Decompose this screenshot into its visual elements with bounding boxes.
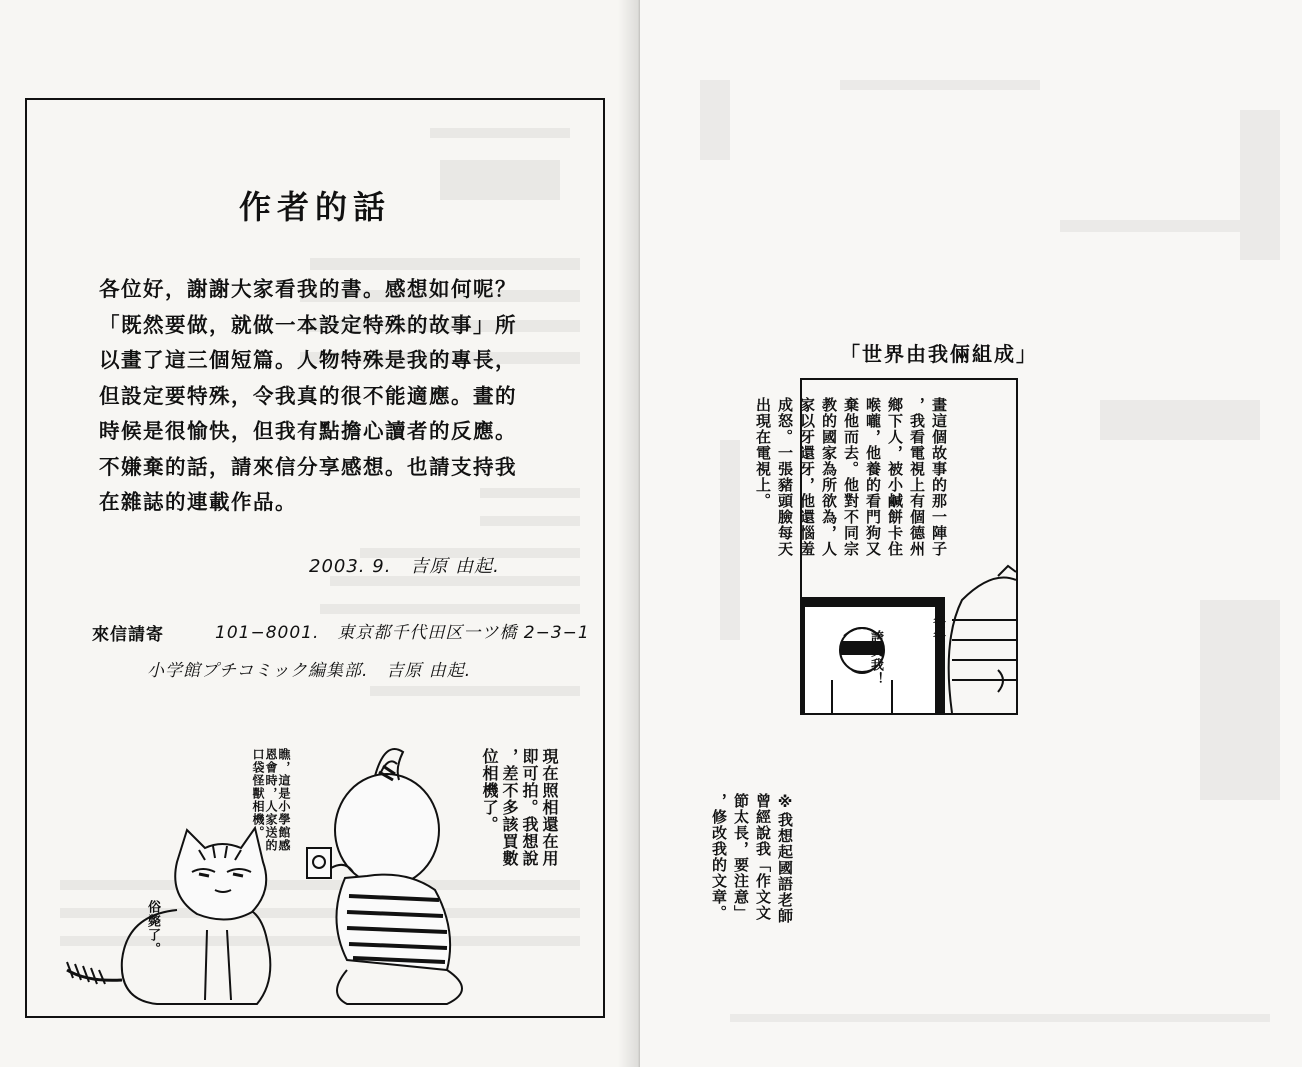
body-line: 各位好，謝謝大家看我的書。感想如何呢？ [99,277,517,301]
speech-bubble-digital-camera: 現在照相還在用 即可拍。我想說 ，差不多該買數 位相機了。 [480,748,559,867]
mail-label: 來信請寄 [92,625,164,645]
body-line: 在雜誌的連載作品。 [99,490,297,514]
body-line: 但設定要特殊，令我真的很不能適應。畫的 [99,383,517,408]
child-drawing [307,749,462,1004]
body-line: 不嫌棄的話，請來信分享感想。也請支持我 [99,454,517,479]
body-line: 時候是很愉快，但我有點擔心讀者的反應。 [99,419,517,443]
story-title: 「世界由我倆組成」 [840,342,1038,366]
handwritten-signature-date: 2003. 9. 吉原 由起. [309,556,500,577]
story-commentary: 畫這個故事的那一陣子 ，我看電視上有個德州 鄉下人，被小鹹餅卡住 喉嚨，他養的看門狗又 棄他而去。他對不同宗 教的國家為所欲為，人 家以牙還牙，他還惱羞 成怒。一張豬頭臉每天 出現在電視上。 [754,397,948,557]
body-line: 「既然要做，就做一本設定特殊的故事」所 [99,312,517,337]
panel-speech-dad: 爸爸！ [930,616,945,658]
speech-bubble-camera-gift: 瞧，這是小學館感 恩會時，人家送的 口袋怪獸相機。 [251,748,291,852]
handwritten-address-line-2: 小学館プチコミック編集部. 吉原 由起. [147,661,472,681]
left-page [0,0,640,1067]
author-note-body [99,272,569,521]
body-line: 以畫了這三個短篇。人物特殊是我的專長， [99,348,517,372]
cat-drawing [67,828,270,1004]
cat-speech: 俗斃了。 [145,900,160,956]
panel-speech-praise: 誇獎我！ [868,630,883,686]
right-page [640,0,1302,1067]
author-note-frame [25,98,605,1018]
footnote: ※我想起國語老師 曾經說我「作文文 節太長，要注意」 ，修改我的文章。 [710,793,794,924]
handwritten-address-line-1: 101−8001. 東京都千代田区一ツ橋 2−3−1 [215,623,590,643]
page-title: 作者的話 [238,188,391,226]
